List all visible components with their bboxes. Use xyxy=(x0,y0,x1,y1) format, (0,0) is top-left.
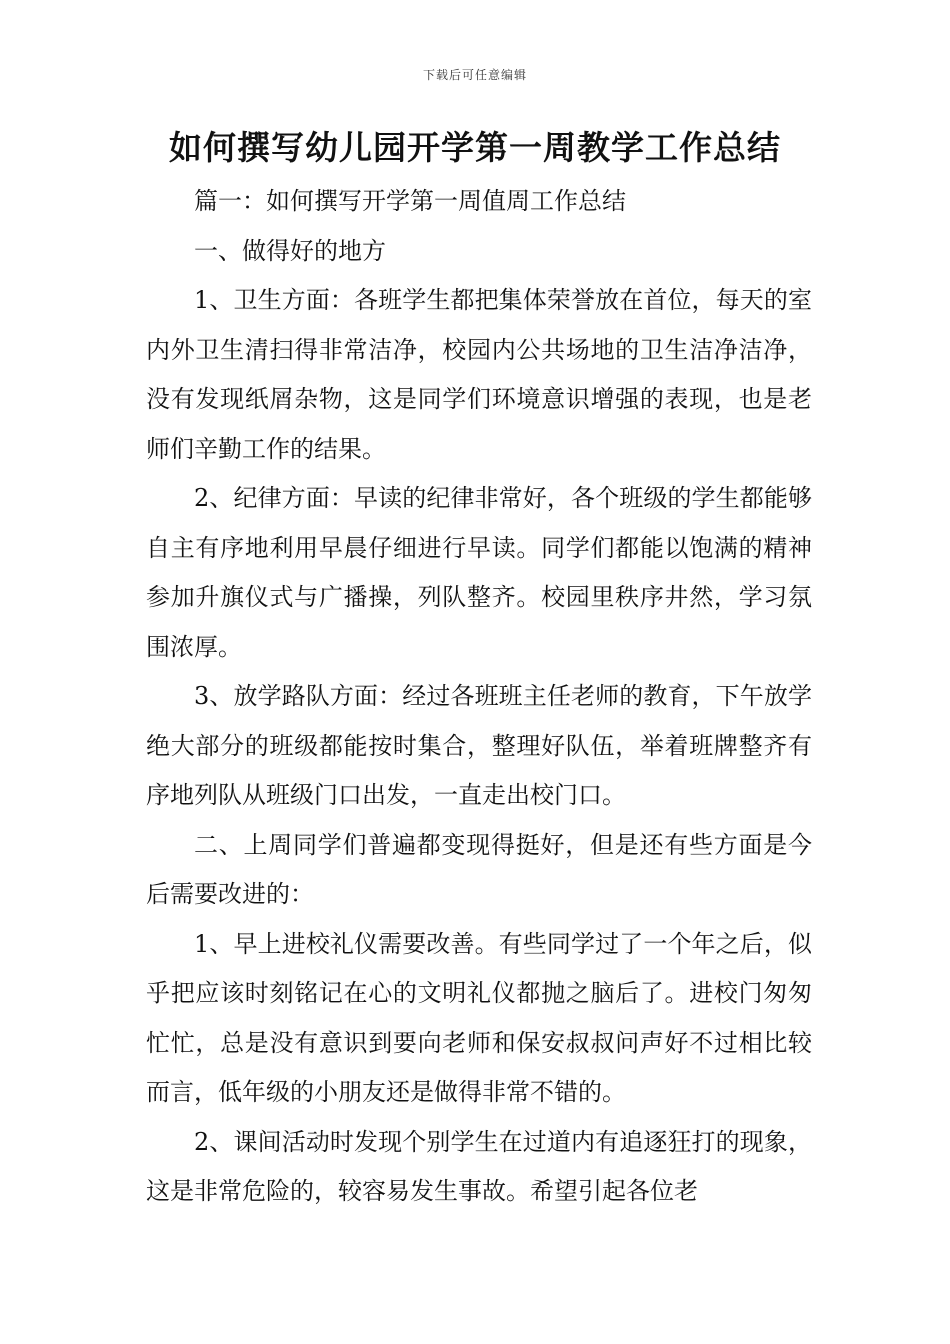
paragraph-subheading-improvements: 二、上周同学们普遍都变现得挺好，但是还有些方面是今后需要改进的： xyxy=(146,830,812,908)
paragraph-section-heading: 篇一：如何撰写开学第一周值周工作总结 xyxy=(194,187,626,215)
paragraph-dismissal-line: 3、放学路队方面：经过各班班主任老师的教育，下午放学绝大部分的班级都能按时集合，整理好队伍，举着班牌整齐有序地列队从班级门口出发，一直走出校门口。 xyxy=(146,682,812,809)
header-note: 下载后可任意编辑 xyxy=(422,68,527,82)
paragraph-discipline: 2、纪律方面：早读的纪律非常好，各个班级的学生都能够自主有序地利用早晨仔细进行早读。同学们都能以饱满的精神参加升旗仪式与广播操，列队整齐。校园里秩序井然，学习氛围浓厚。 xyxy=(146,484,812,661)
document-title: 如何撰写幼儿园开学第一周教学工作总结 xyxy=(169,128,781,167)
paragraph-morning-etiquette: 1、早上进校礼仪需要改善。有些同学过了一个年之后，似乎把应该时刻铭记在心的文明礼仪都抛之脑后了。进校门匆匆忙忙，总是没有意识到要向老师和保安叔叔问声好不过相比较而言，低年级的小朋友还是做得非常不错的。 xyxy=(146,929,812,1106)
document-body xyxy=(146,177,812,1217)
paragraph-subheading-good-points: 一、做得好的地方 xyxy=(194,236,386,265)
paragraph-recess-safety: 2、课间活动时发现个别学生在过道内有追逐狂打的现象，这是非常危险的，较容易发生事故。希望引起各位老 xyxy=(146,1127,812,1205)
paragraph-hygiene: 1、卫生方面：各班学生都把集体荣誉放在首位，每天的室内外卫生清扫得非常洁净，校园内公共场地的卫生洁净洁净，没有发现纸屑杂物，这是同学们环境意识增强的表现，也是老师们辛勤工作的结果。 xyxy=(146,286,812,463)
